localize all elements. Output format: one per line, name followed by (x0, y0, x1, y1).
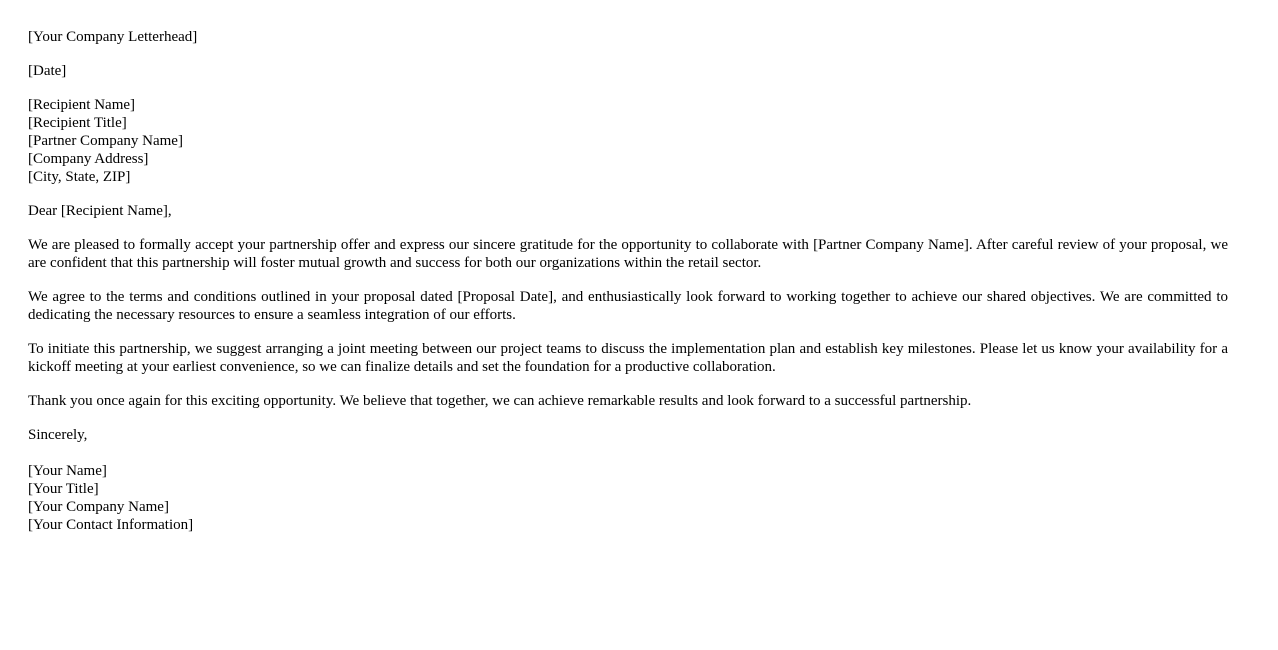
closing: Sincerely, (28, 427, 88, 443)
paragraph-next-steps: To initiate this partnership, we suggest arranging a joint meeting between our project teams to discuss the implementation plan and establish key milestones. Please let us know your availability for a kickoff meeting at your earliest convenience, so we can finalize details and set the foundation for a productive collaboration. (28, 341, 1228, 375)
recipient-address-block (28, 96, 1228, 186)
salutation: Dear [Recipient Name], (28, 203, 172, 219)
sender-signature-block (28, 462, 1228, 534)
letterhead: [Your Company Letterhead] (28, 29, 198, 45)
sender-contact: [Your Contact Information] (28, 517, 194, 533)
letter-body (28, 28, 1228, 550)
sender-company: [Your Company Name] (28, 499, 169, 515)
paragraph-terms: We agree to the terms and conditions outlined in your proposal dated [Proposal Date], and enthusiastically look forward to working together to achieve our shared objectives. We are committed to dedicating the necessary resources to ensure a seamless integration of our efforts. (28, 289, 1228, 323)
recipient-address: [Company Address] (28, 151, 149, 167)
letter-date: [Date] (28, 63, 67, 79)
recipient-company: [Partner Company Name] (28, 133, 183, 149)
sender-title: [Your Title] (28, 481, 99, 497)
paragraph-acceptance: We are pleased to formally accept your partnership offer and express our sincere gratitude for the opportunity to collaborate with [Partner Company Name]. After careful review of your proposal, we are confident that this partnership will foster mutual growth and success for both our organizations within the retail sector. (28, 237, 1228, 271)
recipient-name: [Recipient Name] (28, 97, 136, 113)
sender-name: [Your Name] (28, 463, 107, 479)
recipient-title: [Recipient Title] (28, 115, 127, 131)
paragraph-thanks: Thank you once again for this exciting opportunity. We believe that together, we can achieve remarkable results and look forward to a successful partnership. (28, 393, 972, 409)
recipient-city-state-zip: [City, State, ZIP] (28, 169, 131, 185)
